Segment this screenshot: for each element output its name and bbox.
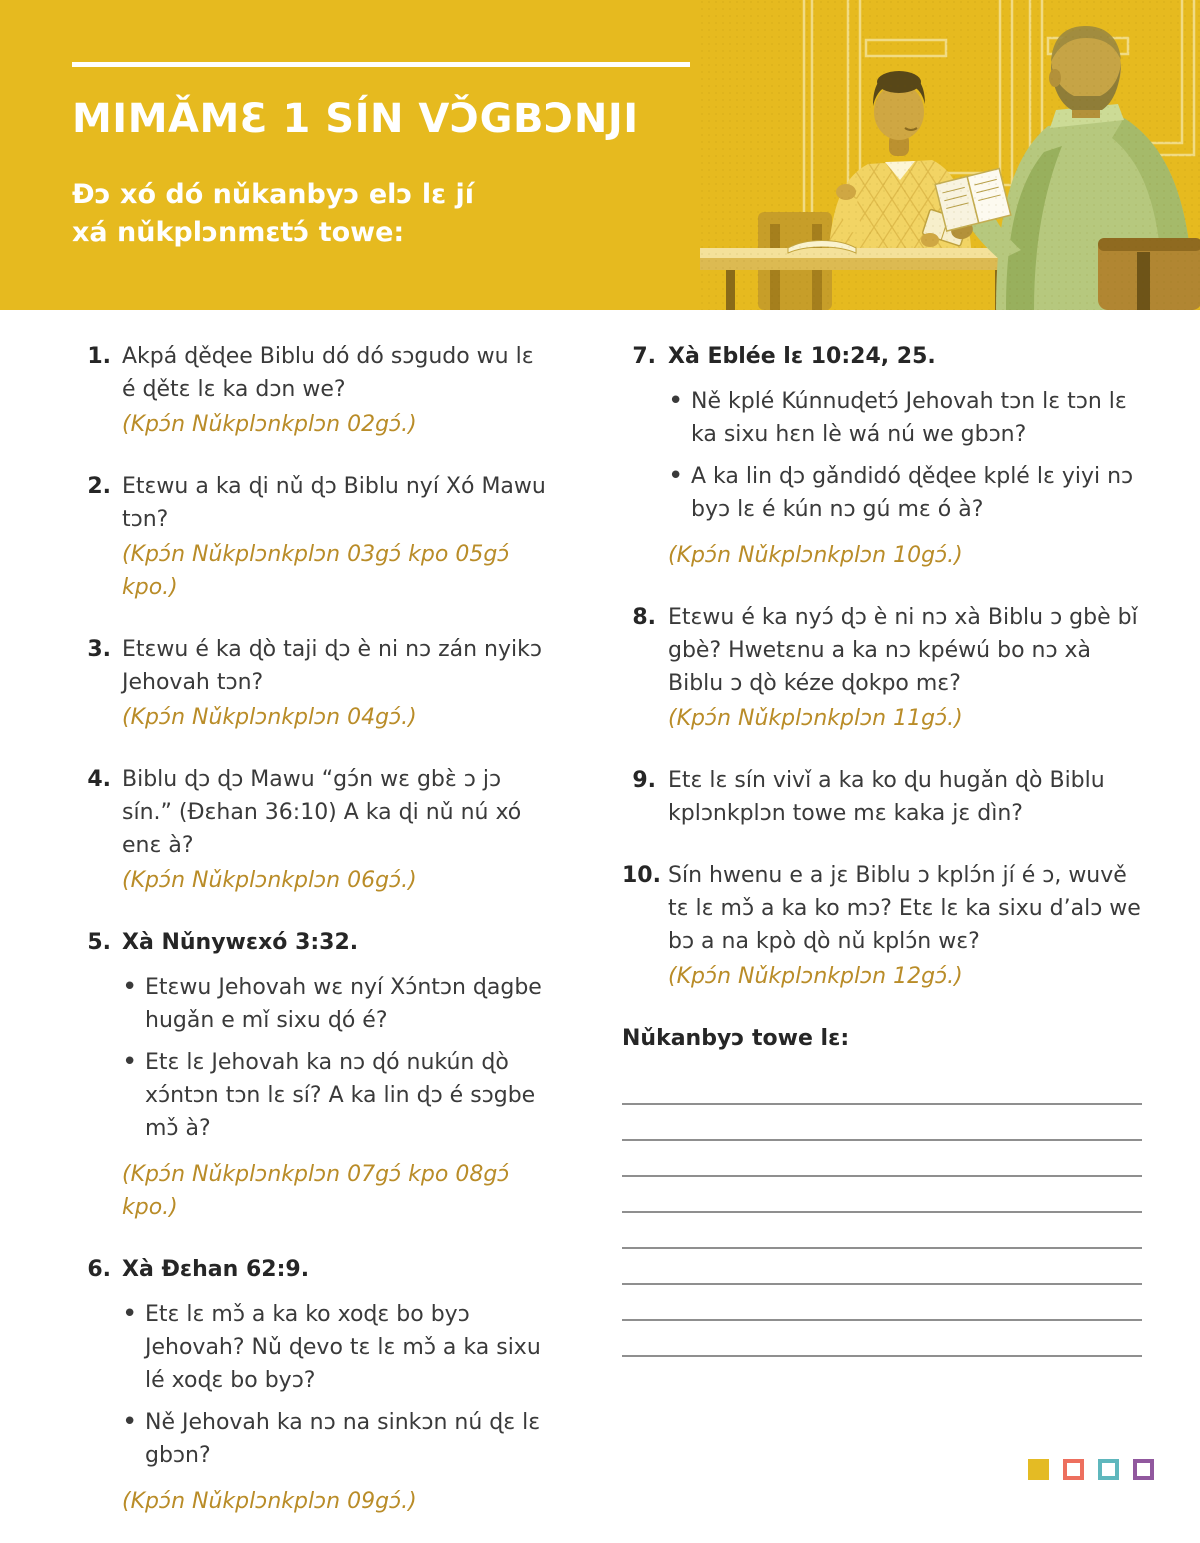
answer-line: [622, 1285, 1142, 1321]
answer-line: [622, 1177, 1142, 1213]
question-reference: (Kpɔ́n Nǔkplɔnkplɔn 03gɔ́ kpo 05gɔ́ kpo.): [122, 542, 510, 600]
question-bullets: [668, 385, 1142, 526]
question-reference: (Kpɔ́n Nǔkplɔnkplɔn 07gɔ́ kpo 08gɔ́ kpo.): [122, 1162, 510, 1220]
question-text: Etɛ lɛ sín vivǐ a ka ko ɖu hugǎn ɖò Biblu kplɔnkplɔn towe mɛ kaka jɛ dìn?: [668, 768, 1105, 826]
question-number: 2.: [87, 474, 111, 499]
question-bullets: [122, 1298, 554, 1472]
footer-color-squares: [1028, 1459, 1154, 1480]
question-item-3: [76, 633, 554, 734]
notes-heading: Nǔkanbyɔ towe lɛ:: [622, 1026, 850, 1051]
bullet-item: • Etɛwu Jehovah wɛ nyí Xɔ́ntɔn ɖagbe hugǎn e mǐ sixu ɖó é?: [122, 971, 554, 1037]
answer-line: [622, 1249, 1142, 1285]
question-reference: (Kpɔ́n Nǔkplɔnkplɔn 09gɔ́.): [122, 1489, 417, 1514]
page-subtitle: [72, 176, 632, 252]
header-rule: [72, 62, 690, 67]
question-item-4: [76, 763, 554, 897]
question-number: 6.: [87, 1257, 111, 1282]
question-item-5: [76, 926, 554, 1224]
notes-section: [622, 1022, 1142, 1357]
question-item-10: [622, 859, 1142, 993]
question-number: 8.: [632, 605, 656, 630]
answer-line: [622, 1105, 1142, 1141]
question-text: Biblu ɖɔ ɖɔ Mawu “gɔ́n wɛ gbɛ̀ ɔ jɔ sín.” (Ðɛhan 36:10) A ka ɖi nǔ nú xó enɛ à?: [122, 767, 522, 858]
question-text: Etɛwu a ka ɖi nǔ ɖɔ Biblu nyí Xó Mawu tɔn?: [122, 474, 546, 532]
question-number: 1.: [87, 344, 111, 369]
question-reference: (Kpɔ́n Nǔkplɔnkplɔn 12gɔ́.): [668, 964, 963, 989]
question-item-8: [622, 601, 1142, 735]
question-reference: (Kpɔ́n Nǔkplɔnkplɔn 04gɔ́.): [122, 705, 417, 730]
question-text: Sín hwenu e a jɛ Biblu ɔ kplɔ́n jí é ɔ, wuvě tɛ lɛ mɔ̌ a ka ko mɔ? Etɛ lɛ ka sixu d’alɔ we bɔ a na kpò ɖò nǔ kplɔ́n wɛ?: [668, 863, 1141, 954]
question-text: Etɛwu é ka ɖò taji ɖɔ è ni nɔ zán nyikɔ Jehovah tɔn?: [122, 637, 542, 695]
question-heading: Xà Nǔnywɛxó 3:32.: [122, 930, 359, 955]
question-text: Akpá ɖěɖee Biblu dó dó sɔgudo wu lɛ é ɖětɛ lɛ ka dɔn we?: [122, 344, 534, 402]
question-number: 9.: [632, 768, 656, 793]
question-text: Etɛwu é ka nyɔ́ ɖɔ è ni nɔ xà Biblu ɔ gbè bǐ gbè? Hwetɛnu a ka nɔ kpéwú bo nɔ xà Biblu ɔ ɖò kéze ɖokpo mɛ?: [668, 605, 1138, 696]
question-reference: (Kpɔ́n Nǔkplɔnkplɔn 06gɔ́.): [122, 868, 417, 893]
question-bullets: [122, 971, 554, 1145]
question-number: 10.: [622, 863, 661, 888]
question-number: 7.: [632, 344, 656, 369]
question-reference: (Kpɔ́n Nǔkplɔnkplɔn 02gɔ́.): [122, 412, 417, 437]
question-item-6: [76, 1253, 554, 1518]
bullet-item: • Ně kplé Kúnnuɖetɔ́ Jehovah tɔn lɛ tɔn lɛ ka sixu hɛn lè wá nú we gbɔn?: [668, 385, 1142, 451]
bullet-item: • Ně Jehovah ka nɔ na sinkɔn nú ɖɛ lɛ gbɔn?: [122, 1406, 554, 1472]
questions-column-right: [622, 340, 1142, 1357]
question-number: 5.: [87, 930, 111, 955]
page-title: MIMǍMƐ 1 SÍN VƆ̌GBƆNJI: [72, 96, 639, 142]
question-reference: (Kpɔ́n Nǔkplɔnkplɔn 10gɔ́.): [668, 543, 963, 568]
answer-line: [622, 1069, 1142, 1105]
bullet-item: • Etɛ lɛ Jehovah ka nɔ ɖó nukún ɖò xɔ́ntɔn tɔn lɛ sí? A ka lin ɖɔ é sɔgbe mɔ̌ à?: [122, 1046, 554, 1145]
answer-line: [622, 1321, 1142, 1357]
question-number: 3.: [87, 637, 111, 662]
teal-outline-square: [1098, 1459, 1119, 1480]
answer-line: [622, 1141, 1142, 1177]
orange-outline-square: [1063, 1459, 1084, 1480]
bullet-item: • Etɛ lɛ mɔ̌ a ka ko xoɖɛ bo byɔ Jehovah? Nǔ ɖevo tɛ lɛ mɔ̌ a ka sixu lé xoɖɛ bo byɔ?: [122, 1298, 554, 1397]
question-item-9: [622, 764, 1142, 830]
subtitle-line-1: Ðɔ xó dó nǔkanbyɔ elɔ lɛ jí: [72, 179, 475, 210]
question-item-7: [622, 340, 1142, 572]
questions-column-left: [76, 340, 554, 1543]
bible-study-illustration: [700, 0, 1200, 310]
header-banner: [0, 0, 1200, 310]
gold-filled-square: [1028, 1459, 1049, 1480]
question-item-2: [76, 470, 554, 604]
question-heading: Xà Ðɛhan 62:9.: [122, 1257, 310, 1282]
question-reference: (Kpɔ́n Nǔkplɔnkplɔn 11gɔ́.): [668, 706, 963, 731]
bullet-item: • A ka lin ɖɔ gǎndidó ɖěɖee kplé lɛ yiyi nɔ byɔ lɛ é kún nɔ gú mɛ ó à?: [668, 460, 1142, 526]
question-heading: Xà Eblée lɛ 10:24, 25.: [668, 344, 936, 369]
question-number: 4.: [87, 767, 111, 792]
question-item-1: [76, 340, 554, 441]
answer-lines: [622, 1069, 1142, 1357]
subtitle-line-2: xá nǔkplɔnmɛtɔ́ towe:: [72, 217, 405, 248]
purple-outline-square: [1133, 1459, 1154, 1480]
answer-line: [622, 1213, 1142, 1249]
